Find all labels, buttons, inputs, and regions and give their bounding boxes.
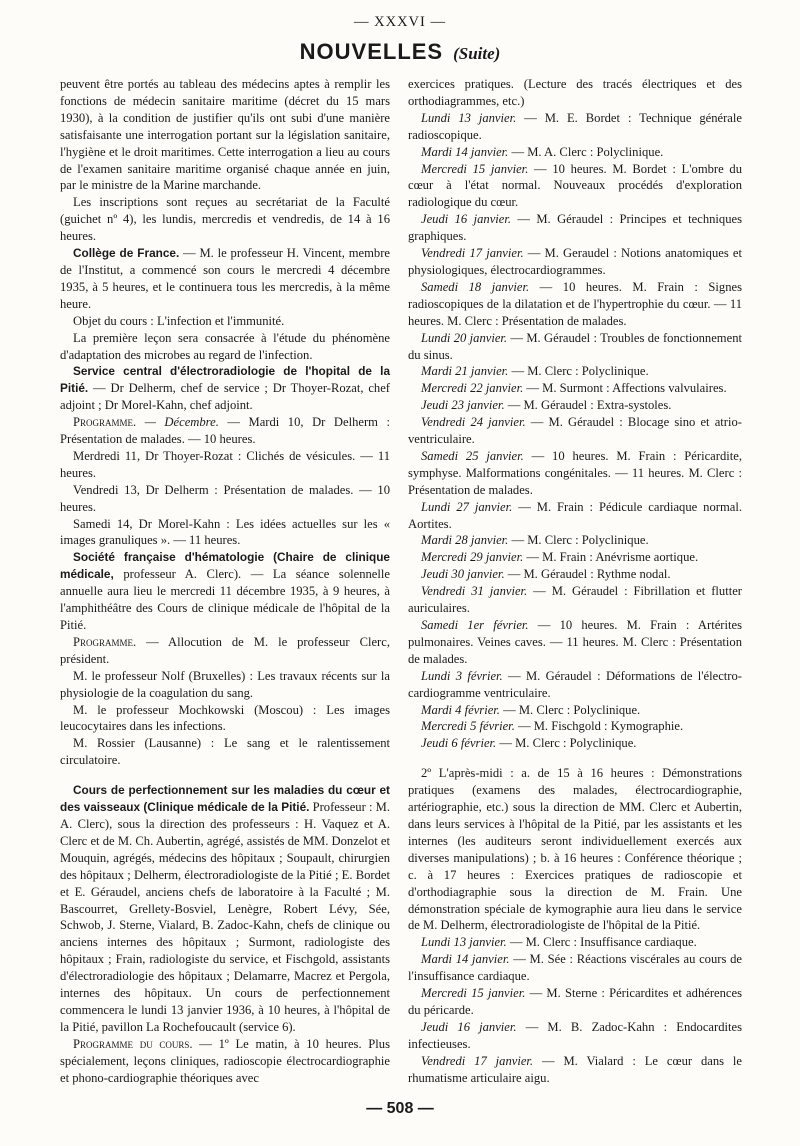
schedule-entry xyxy=(408,161,742,212)
schedule-date: Mercredi 29 janvier. xyxy=(421,550,524,565)
schedule-date: Vendredi 17 janvier. xyxy=(421,1053,534,1068)
schedule-entry xyxy=(408,1053,742,1087)
schedule-text: — M. Géraudel : Principes et techniques graphiques. xyxy=(408,212,742,244)
schedule-text: — M. Clerc : Insuffisance cardiaque. xyxy=(506,935,697,950)
schedule-afternoon xyxy=(408,934,742,1086)
schedule-text: — M. Sée : Réactions viscérales au cours de l'insuffisance cardiaque. xyxy=(408,952,742,984)
paragraph: Les inscriptions sont reçues au secrétariat de la Faculté (guichet nº 4), les lundis, mercredis et vendredis, de 14 à 16 heures. xyxy=(60,195,390,244)
schedule-date: Vendredi 24 janvier. xyxy=(421,415,526,430)
schedule-entry xyxy=(408,363,742,380)
schedule-date: Jeudi 23 janvier. xyxy=(421,398,505,413)
paragraph: peuvent être portés au tableau des médecins aptes à remplir les fonctions de médecin sanitaire maritime (décret du 15 mars 1930), à la condition de justifier qu'ils ont subi d'une manière satisfaisante une interrogation portant sur la législation sanitaire, l'hygiène et le droit maritimes. Cette interrogation a lieu au cours de l'examen sanitaire maritime organisé chaque année en juin, par le ministre de la Marine marchande. xyxy=(60,77,390,193)
paragraph-heading: Collège de France. xyxy=(73,246,180,261)
schedule-entry xyxy=(408,110,742,144)
schedule-text: — M. Clerc : Polyclinique. xyxy=(499,702,641,717)
schedule-text: — M. Geraudel : Notions anatomiques et physiologiques, électrocardiogrammes. xyxy=(408,246,742,277)
schedule-entry xyxy=(408,668,742,702)
section-title-suite: (Suite) xyxy=(453,44,501,63)
schedule-date: Mardi 21 janvier. xyxy=(421,364,509,379)
schedule-text: — M. Géraudel : Rythme nodal. xyxy=(504,567,671,582)
schedule-date: Mardi 14 janvier. xyxy=(421,144,509,159)
schedule-entry xyxy=(408,397,742,414)
schedule-entry xyxy=(408,718,742,735)
paragraph-text: — Mardi 10, Dr Delherm : Présentation de malades. — 10 heures. xyxy=(60,415,390,447)
schedule-date: Samedi 25 janvier. xyxy=(421,448,524,463)
schedule-entry xyxy=(408,951,742,985)
paragraph xyxy=(60,245,390,313)
schedule-date: Mercredi 22 janvier. xyxy=(421,381,524,396)
schedule-text: — M. Clerc : Polyclinique. xyxy=(496,736,637,751)
schedule-date: Samedi 1er février. xyxy=(421,618,529,632)
paragraph-heading: Société française d'hématologie (Chaire de clinique médicale, xyxy=(60,550,390,582)
schedule-date: Mercredi 15 janvier. xyxy=(421,161,529,176)
schedule-entry xyxy=(408,583,742,617)
schedule-text: — M. Clerc : Polyclinique. xyxy=(508,364,649,379)
schedule-entry xyxy=(408,414,742,448)
schedule-entry xyxy=(408,934,742,951)
paragraph: Objet du cours : L'infection et l'immunité. xyxy=(73,313,285,328)
schedule-text: — 10 heures. M. Bordet : L'ombre du cœur à l'état normal. Nouveaux procédés d'exploration radiologique du cœur. xyxy=(408,161,742,210)
schedule-date: Mardi 4 février. xyxy=(421,702,500,717)
schedule-entry xyxy=(408,245,742,279)
paragraph: La première leçon sera consacrée à l'étude du phénomène d'adaptation des microbes au regard de l'infection. xyxy=(60,330,390,362)
schedule-entry xyxy=(408,566,742,583)
schedule-text: — 10 heures. M. Frain : Artérites pulmonaires. Veines caves. — 11 heures. M. Clerc : Présentation de malades. xyxy=(408,618,742,666)
schedule-date: Mercredi 5 février. xyxy=(421,719,515,734)
paragraph-heading: Programme. xyxy=(73,415,137,430)
left-column xyxy=(60,76,390,1086)
schedule-text: — M. Frain : Anévrisme aortique. xyxy=(523,550,699,565)
schedule-text: — M. Clerc : Polyclinique. xyxy=(508,533,649,548)
schedule-text: — M. Fischgold : Kymographie. xyxy=(514,719,684,734)
paragraph-text: — Dr Delherm, chef de service ; Dr Thoyer-Rozat, chef adjoint ; Dr Morel-Kahn, chef adjoint. xyxy=(60,381,390,413)
paragraph-text: Professeur : M. A. Clerc), sous la direction des professeurs : H. Vaquez et A. Clerc et de M. Ch. Aubertin, agrégé, assistés de MM. Donzelot et Mouquin, agrégés, médecins des hôpitaux ; Soupault, chirurgien des hôpitaux ; Delherm, électroradiologiste de la Pitié ; E. Bordet et E. Géraudel, anciens chefs de laboratoire à la Faculté ; M. Bascourret, Grellety-Bosviel, Lenègre, Robert Lévy, Sée, Schwob, J. Sterne, Vialard, B. Zadoc-Kahn, chefs de clinique ou anciens internes des hôpitaux ; Surmont, radiologiste des hôpitaux ; Frain, radiologiste du service, et Fischgold, assistants d'électroradiologie des hôpitaux ; Delamarre, Macrez et Pergola, internes des hôpitaux. Un cours de perfectionnement commencera le lundi 13 janvier 1936, à 10 heures, à l'hôpital de la Pitié, pavillon La Rochefoucault (service 6). xyxy=(60,800,391,1034)
paragraph xyxy=(60,1036,390,1087)
paragraph: Samedi 14, Dr Morel-Kahn : Les idées actuelles sur les « images granuliques ». — 11 heures. xyxy=(60,516,390,548)
schedule-entry xyxy=(408,702,742,719)
schedule-entry xyxy=(408,448,742,499)
paragraph: M. Rossier (Lausanne) : Le sang et le ralentissement circulatoire. xyxy=(60,736,390,768)
page-roman-numeral: — XXXVI — xyxy=(354,14,446,30)
paragraph: Merdredi 11, Dr Thoyer-Rozat : Clichés de vésicules. — 11 heures. xyxy=(60,448,390,480)
schedule-date: Jeudi 6 février. xyxy=(421,736,497,751)
schedule-date: Jeudi 30 janvier. xyxy=(421,567,505,582)
schedule-date: Lundi 3 février. xyxy=(421,668,503,683)
section-title-main: NOUVELLES xyxy=(299,39,444,64)
schedule-text: — M. Géraudel : Troubles de fonctionnement du sinus. xyxy=(408,330,742,362)
schedule-entry xyxy=(408,735,742,752)
schedule-text: — M. Géraudel : Fibrillation et flutter auriculaires. xyxy=(408,584,742,616)
schedule-entry xyxy=(408,279,742,330)
schedule-text: — 10 heures. M. Frain : Signes radioscopiques de la dilatation et de l'hypertrophie du cœur. — 11 heures. M. Clerc : Présentation de malades. xyxy=(408,279,743,328)
paragraph xyxy=(60,634,390,668)
paragraph-text: — M. le professeur H. Vincent, membre de l'Institut, a commencé son cours le mercredi 4 décembre 1935, à 5 heures, et le continuera tous les mercredis, à la même heure. xyxy=(60,246,390,311)
schedule-date: Mardi 14 janvier. xyxy=(421,952,510,967)
paragraph: M. le professeur Nolf (Bruxelles) : Les travaux récents sur la physiologie de la coagulation du sang. xyxy=(60,668,390,700)
schedule-entry xyxy=(408,499,742,533)
schedule-date: Vendredi 17 janvier. xyxy=(421,246,524,261)
right-column xyxy=(408,76,742,1086)
schedule-date: Lundi 13 janvier. xyxy=(421,935,507,950)
paragraph-heading: Programme du cours. xyxy=(73,1036,193,1051)
schedule-entry xyxy=(408,1019,742,1053)
paragraph: exercices pratiques. (Lecture des tracés électriques et des orthodiagrammes, etc.) xyxy=(408,77,742,108)
schedule-date: Vendredi 31 janvier. xyxy=(421,584,528,599)
paragraph: Vendredi 13, Dr Delherm : Présentation de malades. — 10 heures. xyxy=(60,482,390,514)
paragraph xyxy=(60,414,390,448)
schedule-text: — M. Géraudel : Blocage sino et atrio-ventriculaire. xyxy=(408,415,742,447)
schedule-date: Jeudi 16 janvier. xyxy=(421,1019,517,1034)
paragraph xyxy=(60,363,390,414)
paragraph-date: — Décembre. xyxy=(136,415,219,430)
page-number: — 508 — xyxy=(366,1100,434,1117)
schedule-morning xyxy=(408,110,742,752)
schedule-date: Samedi 18 janvier. xyxy=(421,279,530,294)
schedule-date: Lundi 27 janvier. xyxy=(421,499,513,514)
schedule-text: — 10 heures. M. Frain : Péricardite, symphyse. Malformations congénitales. — 11 heures. M. Clerc : Présentation de malades. xyxy=(408,448,742,497)
paragraph-text: professeur A. Clerc). — La séance solennelle annuelle aura lieu le mercredi 11 décembre 1935, à 9 heures, à l'amphithéâtre des Cours de clinique médicale de l'hôpital de la Pitié. xyxy=(60,567,390,632)
paragraph-heading: Programme. xyxy=(73,634,137,649)
paragraph-text: — Allocution de M. le professeur Clerc, président. xyxy=(60,634,390,666)
paragraph-heading: Service central d'électroradiologie de l'hopital de la Pitié. xyxy=(60,364,390,396)
schedule-entry xyxy=(408,380,742,397)
schedule-entry xyxy=(408,211,742,245)
schedule-text: — M. Géraudel : Extra-systoles. xyxy=(504,398,672,413)
schedule-entry xyxy=(408,617,742,668)
paragraph-text: — 1º Le matin, à 10 heures. Plus spécialement, leçons cliniques, radioscopie électrocardiographie et phono-cardiographie théoriques avec xyxy=(60,1036,390,1085)
section-title xyxy=(0,40,800,67)
schedule-text: — M. Surmont : Affections valvulaires. xyxy=(523,381,727,396)
paragraph xyxy=(60,782,390,1036)
schedule-text: — M. Frain : Pédicule cardiaque normal. Aortites. xyxy=(408,499,742,531)
schedule-text: — M. Géraudel : Déformations de l'électro-cardiogramme ventriculaire. xyxy=(408,668,742,700)
schedule-text: — M. E. Bordet : Technique générale radioscopique. xyxy=(408,110,742,142)
schedule-text: — M. B. Zadoc-Kahn : Endocardites infectieuses. xyxy=(408,1019,743,1051)
schedule-entry xyxy=(408,532,742,549)
schedule-date: Lundi 13 janvier. xyxy=(421,110,517,125)
schedule-entry xyxy=(408,985,742,1019)
schedule-text: — M. Vialard : Le cœur dans le rhumatisme articulaire aigu. xyxy=(408,1053,742,1085)
paragraph-afternoon: 2º L'après-midi : a. de 15 à 16 heures : Démonstrations pratiques (examens des malades, électrocardiographie, artériographie, etc.) sous la direction de MM. Clerc et Aubertin, dans leurs services à l'hôpital de la Pitié, par les assistants et les internes (les auditeurs seront individuellement exercés aux diverses manipulations) ; b. à 16 heures : Conférence théorique ; c. à 17 heures : Exercices pratiques de radioscopie et d'orthodiagraphie sous la direction de M. Frain. Une démonstration spéciale de kymographie aura lieu dans le service de M. Delherm, électroradiologiste de l'hôpital de la Pitié. xyxy=(408,766,742,933)
schedule-entry xyxy=(408,144,742,161)
schedule-date: Mardi 28 janvier. xyxy=(421,533,509,548)
schedule-entry xyxy=(408,549,742,566)
schedule-date: Lundi 20 janvier. xyxy=(421,330,508,345)
schedule-entry xyxy=(408,330,742,364)
paragraph: M. le professeur Mochkowski (Moscou) : Les images leucocytaires dans les infections. xyxy=(60,702,390,734)
paragraph-heading: Cours de perfectionnement sur les maladies du cœur et des vaisseaux (Clinique médicale de la Pitié. xyxy=(60,783,390,815)
schedule-date: Jeudi 16 janvier. xyxy=(421,212,512,227)
schedule-text: — M. A. Clerc : Polyclinique. xyxy=(508,144,664,159)
schedule-text: — M. Sterne : Péricardites et adhérences du péricarde. xyxy=(408,986,742,1017)
paragraph xyxy=(60,549,390,634)
schedule-date: Mercredi 15 janvier. xyxy=(421,986,526,1001)
